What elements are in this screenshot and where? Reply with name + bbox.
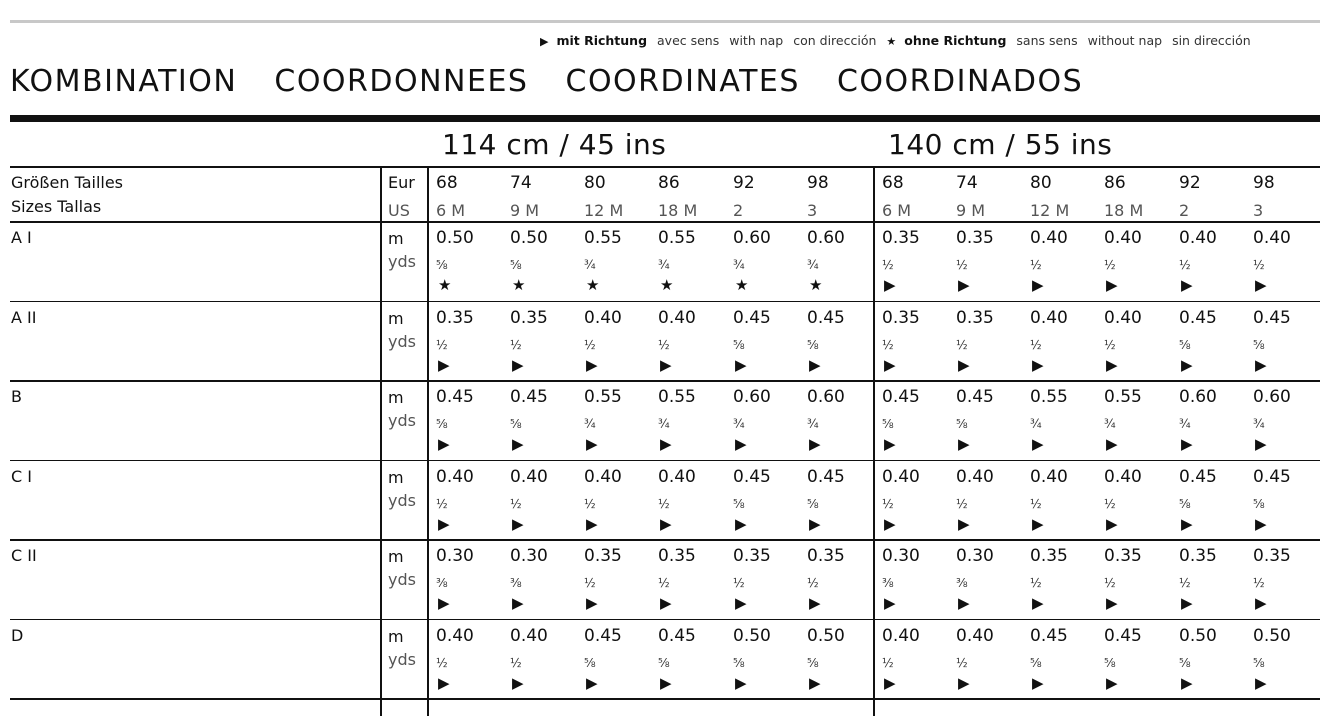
yards-fraction: ⅝	[584, 655, 596, 670]
with-nap-arrow-icon: ▶	[958, 514, 970, 533]
yards-fraction: ⅜	[882, 576, 894, 590]
yards-fraction: ⅜	[436, 576, 448, 590]
meters-value: 0.55	[1030, 387, 1068, 407]
legend-without-nap-es: sin dirección	[1172, 33, 1251, 48]
yards-fraction: ½	[956, 496, 968, 511]
meters-value: 0.55	[658, 228, 696, 248]
yards-fraction: ½	[882, 655, 894, 670]
with-nap-arrow-icon: ▶	[512, 673, 524, 692]
yards-fraction: ⅝	[436, 417, 448, 431]
meters-value: 0.40	[956, 625, 994, 646]
meters-value: 0.45	[1030, 625, 1068, 646]
with-nap-arrow-icon: ▶	[1106, 355, 1118, 374]
with-nap-arrow-icon: ▶	[660, 435, 672, 453]
yards-fraction: ½	[436, 337, 448, 352]
meters-value: 0.45	[584, 625, 622, 646]
yards-fraction: ½	[1179, 576, 1191, 590]
with-nap-arrow-icon: ▶	[1181, 355, 1193, 374]
with-nap-arrow-icon: ▶	[958, 435, 970, 453]
meters-value: 0.45	[1179, 307, 1217, 328]
with-nap-arrow-icon: ▶	[1181, 514, 1193, 533]
yards-fraction: ½	[1179, 258, 1191, 272]
yards-fraction: ⅝	[510, 417, 522, 431]
row-bottom-rule	[10, 698, 1320, 700]
with-nap-arrow-icon: ▶	[512, 594, 524, 612]
header-us-size: 12 M	[1030, 201, 1070, 220]
yards-fraction: ½	[1253, 258, 1265, 272]
header-eur-size: 74	[956, 173, 978, 193]
nap-legend	[540, 33, 1257, 48]
header-unit-us: US	[388, 201, 410, 220]
yards-fraction: ½	[584, 337, 596, 352]
with-nap-arrow-icon: ▶	[884, 514, 896, 533]
meters-value: 0.40	[1104, 307, 1142, 328]
header-unit-eur: Eur	[388, 173, 415, 192]
yards-fraction: ½	[733, 576, 745, 590]
yards-fraction: ⅝	[658, 655, 670, 670]
meters-value: 0.40	[584, 466, 622, 487]
with-nap-arrow-icon: ▶	[1106, 514, 1118, 533]
meters-value: 0.55	[658, 387, 696, 407]
meters-value: 0.50	[510, 228, 548, 248]
with-nap-arrow-icon: ▶	[1255, 514, 1267, 533]
meters-value: 0.30	[436, 546, 474, 566]
meters-value: 0.40	[956, 466, 994, 487]
with-nap-arrow-icon: ▶	[958, 355, 970, 374]
header-eur-size: 74	[510, 173, 532, 193]
meters-value: 0.35	[1179, 546, 1217, 566]
without-nap-marker-icon: ★	[886, 35, 897, 48]
meters-value: 0.45	[510, 387, 548, 407]
yards-fraction: ¾	[807, 417, 819, 431]
with-nap-arrow-icon: ▶	[586, 594, 598, 612]
yards-fraction: ¾	[1030, 417, 1042, 431]
meters-value: 0.50	[733, 625, 771, 646]
meters-value: 0.50	[1253, 625, 1291, 646]
meters-value: 0.55	[584, 228, 622, 248]
header-us-size: 18 M	[658, 201, 698, 220]
with-nap-arrow-icon: ▶	[735, 435, 747, 453]
with-nap-arrow-icon: ▶	[1106, 435, 1118, 453]
legend-with-nap-fr: avec sens	[657, 33, 720, 48]
header-eur-size: 92	[733, 173, 755, 193]
yards-fraction: ½	[1104, 337, 1116, 352]
header-eur-size: 98	[1253, 173, 1275, 193]
with-nap-arrow-icon: ▶	[660, 355, 672, 374]
with-nap-arrow-icon: ▶	[586, 355, 598, 374]
meters-value: 0.60	[733, 387, 771, 407]
meters-value: 0.45	[1104, 625, 1142, 646]
yards-fraction: ⅜	[956, 576, 968, 590]
legend-with-nap-en: with nap	[729, 33, 784, 48]
with-nap-arrow-icon: ▶	[809, 435, 821, 453]
header-eur-size: 86	[1104, 173, 1126, 193]
with-nap-arrow-icon: ▶	[1255, 435, 1267, 453]
header-us-size: 6 M	[436, 201, 466, 220]
meters-value: 0.35	[882, 307, 920, 328]
yards-fraction: ⅝	[1253, 655, 1265, 670]
meters-value: 0.60	[807, 228, 845, 248]
yards-fraction: ¾	[584, 417, 596, 431]
with-nap-arrow-icon: ▶	[735, 355, 747, 374]
with-nap-arrow-icon: ▶	[1181, 673, 1193, 692]
yards-fraction: ⅝	[1030, 655, 1042, 670]
yards-fraction: ⅝	[1253, 337, 1265, 352]
yards-fraction: ½	[1030, 337, 1042, 352]
without-nap-star-icon: ★	[660, 276, 674, 294]
meters-value: 0.40	[882, 466, 920, 487]
with-nap-arrow-icon: ▶	[1106, 594, 1118, 612]
meters-value: 0.60	[733, 228, 771, 248]
yards-fraction: ¾	[584, 258, 596, 272]
yards-fraction: ¾	[658, 417, 670, 431]
yards-fraction: ⅝	[1253, 496, 1265, 511]
row-unit-yds: yds	[388, 252, 416, 271]
header-eur-size: 92	[1179, 173, 1201, 193]
with-nap-arrow-icon: ▶	[1181, 594, 1193, 612]
with-nap-arrow-icon: ▶	[660, 673, 672, 692]
yards-fraction: ⅝	[956, 417, 968, 431]
column-divider	[380, 166, 382, 716]
header-us-size: 2	[733, 201, 744, 220]
meters-value: 0.30	[882, 546, 920, 566]
with-nap-arrow-icon: ▶	[586, 435, 598, 453]
with-nap-arrow-icon: ▶	[660, 594, 672, 612]
row-unit-m: m	[388, 388, 404, 407]
yards-fraction: ⅝	[1179, 496, 1191, 511]
row-bottom-rule	[10, 539, 1320, 541]
meters-value: 0.45	[658, 625, 696, 646]
meters-value: 0.55	[584, 387, 622, 407]
yards-fraction: ⅝	[733, 496, 745, 511]
meters-value: 0.45	[1253, 466, 1291, 487]
meters-value: 0.40	[882, 625, 920, 646]
with-nap-arrow-icon: ▶	[735, 594, 747, 612]
yards-fraction: ⅝	[733, 655, 745, 670]
title-divider	[10, 115, 1320, 122]
meters-value: 0.40	[658, 466, 696, 487]
row-label: C I	[11, 466, 32, 486]
row-unit-yds: yds	[388, 570, 416, 589]
header-top-rule	[10, 166, 1320, 168]
with-nap-arrow-icon: ▶	[1032, 673, 1044, 692]
yards-fraction: ½	[510, 496, 522, 511]
with-nap-arrow-icon: ▶	[884, 673, 896, 692]
header-us-size: 3	[1253, 201, 1264, 220]
meters-value: 0.35	[584, 546, 622, 566]
yards-fraction: ½	[658, 337, 670, 352]
row-unit-m: m	[388, 308, 404, 328]
header-us-size: 18 M	[1104, 201, 1144, 220]
header-us-size: 9 M	[510, 201, 540, 220]
meters-value: 0.40	[1030, 466, 1068, 487]
meters-value: 0.35	[733, 546, 771, 566]
meters-value: 0.45	[807, 466, 845, 487]
yards-fraction: ⅝	[807, 337, 819, 352]
with-nap-arrow-icon: ▶	[958, 594, 970, 612]
yards-fraction: ½	[436, 655, 448, 670]
yards-fraction: ¾	[733, 417, 745, 431]
with-nap-arrow-icon: ▶	[1032, 514, 1044, 533]
without-nap-star-icon: ★	[512, 276, 526, 294]
with-nap-arrow-icon: ▶	[586, 514, 598, 533]
with-nap-arrow-icon: ▶	[1032, 594, 1044, 612]
with-nap-arrow-icon: ▶	[884, 435, 896, 453]
yards-fraction: ⅝	[882, 417, 894, 431]
yards-fraction: ½	[1104, 576, 1116, 590]
header-eur-size: 68	[436, 173, 458, 193]
without-nap-star-icon: ★	[735, 276, 749, 294]
yards-fraction: ¾	[1253, 417, 1265, 431]
meters-value: 0.40	[1104, 228, 1142, 248]
row-label: A I	[11, 228, 32, 247]
row-bottom-rule	[10, 619, 1320, 621]
with-nap-arrow-icon: ▶	[1106, 673, 1118, 692]
yards-fraction: ½	[1030, 576, 1042, 590]
with-nap-arrow-icon: ▶	[884, 594, 896, 612]
page-title	[10, 64, 1109, 99]
meters-value: 0.35	[956, 307, 994, 328]
meters-value: 0.35	[1030, 546, 1068, 566]
with-nap-arrow-icon: ▶	[660, 514, 672, 533]
yards-fraction: ¾	[1104, 417, 1116, 431]
with-nap-arrow-icon: ▶	[586, 673, 598, 692]
row-unit-m: m	[388, 626, 404, 646]
meters-value: 0.35	[882, 228, 920, 248]
yards-fraction: ½	[510, 655, 522, 670]
meters-value: 0.40	[1030, 307, 1068, 328]
yards-fraction: ½	[1030, 496, 1042, 511]
yards-fraction: ½	[1104, 258, 1116, 272]
meters-value: 0.60	[807, 387, 845, 407]
row-unit-m: m	[388, 229, 404, 248]
meters-value: 0.35	[1104, 546, 1142, 566]
title-de: KOMBINATION	[10, 64, 238, 99]
with-nap-arrow-icon: ▶	[512, 355, 524, 374]
legend-without-nap-de: ohne Richtung	[904, 33, 1007, 48]
meters-value: 0.35	[436, 307, 474, 328]
with-nap-arrow-icon: ▶	[1255, 594, 1267, 612]
meters-value: 0.55	[1104, 387, 1142, 407]
with-nap-arrow-icon: ▶	[1032, 276, 1044, 294]
meters-value: 0.35	[510, 307, 548, 328]
legend-with-nap-es: con dirección	[793, 33, 877, 48]
meters-value: 0.50	[807, 625, 845, 646]
yards-fraction: ⅝	[436, 258, 448, 272]
header-us-size: 2	[1179, 201, 1190, 220]
header-label-sizes-en-es: Sizes Tallas	[11, 197, 102, 216]
legend-with-nap-de: mit Richtung	[556, 33, 648, 48]
row-bottom-rule	[10, 460, 1320, 462]
yards-fraction: ¾	[1179, 417, 1191, 431]
top-rule	[10, 20, 1320, 23]
yards-fraction: ¾	[807, 258, 819, 272]
header-us-size: 6 M	[882, 201, 912, 220]
yards-fraction: ⅝	[1179, 655, 1191, 670]
yards-fraction: ½	[584, 496, 596, 511]
with-nap-arrow-icon: ▶	[438, 435, 450, 453]
row-unit-yds: yds	[388, 411, 416, 430]
title-es: COORDINADOS	[836, 64, 1084, 99]
meters-value: 0.45	[1253, 307, 1291, 328]
meters-value: 0.40	[658, 307, 696, 328]
column-divider	[873, 166, 875, 716]
title-en: COORDINATES	[565, 64, 800, 99]
header-eur-size: 86	[658, 173, 680, 193]
with-nap-arrow-icon: ▶	[1255, 355, 1267, 374]
yards-fraction: ½	[584, 576, 596, 590]
yards-fraction: ½	[1253, 576, 1265, 590]
with-nap-arrow-icon: ▶	[735, 673, 747, 692]
meters-value: 0.30	[956, 546, 994, 566]
yards-fraction: ½	[658, 496, 670, 511]
without-nap-star-icon: ★	[586, 276, 600, 294]
with-nap-arrow-icon: ▶	[884, 276, 896, 294]
yards-fraction: ⅝	[510, 258, 522, 272]
with-nap-arrow-icon: ▶	[438, 514, 450, 533]
with-nap-arrow-icon: ▶	[438, 673, 450, 692]
header-eur-size: 80	[1030, 173, 1052, 193]
without-nap-star-icon: ★	[438, 276, 452, 294]
meters-value: 0.45	[436, 387, 474, 407]
with-nap-arrow-icon: ▶	[1181, 276, 1193, 294]
row-unit-yds: yds	[388, 490, 416, 510]
with-nap-marker-icon: ▶	[540, 35, 549, 48]
row-bottom-rule	[10, 301, 1320, 303]
meters-value: 0.35	[658, 546, 696, 566]
yards-fraction: ½	[882, 337, 894, 352]
with-nap-arrow-icon: ▶	[809, 355, 821, 374]
meters-value: 0.60	[1253, 387, 1291, 407]
yards-fraction: ½	[510, 337, 522, 352]
meters-value: 0.50	[1179, 625, 1217, 646]
header-label-sizes-de-fr: Größen Tailles	[11, 173, 124, 192]
meters-value: 0.40	[1030, 228, 1068, 248]
yards-fraction: ⅝	[1104, 655, 1116, 670]
header-us-size: 9 M	[956, 201, 986, 220]
meters-value: 0.35	[1253, 546, 1291, 566]
with-nap-arrow-icon: ▶	[1106, 276, 1118, 294]
meters-value: 0.40	[510, 625, 548, 646]
with-nap-arrow-icon: ▶	[809, 673, 821, 692]
meters-value: 0.45	[956, 387, 994, 407]
meters-value: 0.45	[1179, 466, 1217, 487]
yards-fraction: ⅝	[807, 496, 819, 511]
yards-fraction: ½	[658, 576, 670, 590]
yards-fraction: ⅝	[733, 337, 745, 352]
row-label: B	[11, 387, 22, 406]
row-label: C II	[11, 546, 37, 565]
column-divider	[427, 166, 429, 716]
yards-fraction: ⅜	[510, 576, 522, 590]
yards-fraction: ⅝	[1179, 337, 1191, 352]
with-nap-arrow-icon: ▶	[512, 435, 524, 453]
with-nap-arrow-icon: ▶	[958, 276, 970, 294]
with-nap-arrow-icon: ▶	[1032, 435, 1044, 453]
without-nap-star-icon: ★	[809, 276, 823, 294]
with-nap-arrow-icon: ▶	[809, 594, 821, 612]
yards-fraction: ½	[436, 496, 448, 511]
row-label: A II	[11, 307, 37, 327]
meters-value: 0.35	[807, 546, 845, 566]
with-nap-arrow-icon: ▶	[438, 355, 450, 374]
row-unit-yds: yds	[388, 649, 416, 669]
meters-value: 0.40	[436, 466, 474, 487]
with-nap-arrow-icon: ▶	[735, 514, 747, 533]
with-nap-arrow-icon: ▶	[438, 594, 450, 612]
yards-fraction: ½	[956, 258, 968, 272]
row-unit-yds: yds	[388, 331, 416, 351]
meters-value: 0.40	[510, 466, 548, 487]
with-nap-arrow-icon: ▶	[958, 673, 970, 692]
yards-fraction: ½	[1030, 258, 1042, 272]
meters-value: 0.40	[1104, 466, 1142, 487]
header-eur-size: 98	[807, 173, 829, 193]
yards-fraction: ½	[807, 576, 819, 590]
with-nap-arrow-icon: ▶	[1181, 435, 1193, 453]
meters-value: 0.40	[1179, 228, 1217, 248]
meters-value: 0.40	[584, 307, 622, 328]
yards-fraction: ½	[956, 655, 968, 670]
yards-fraction: ⅝	[807, 655, 819, 670]
header-eur-size: 68	[882, 173, 904, 193]
meters-value: 0.50	[436, 228, 474, 248]
header-bottom-rule	[10, 221, 1320, 223]
meters-value: 0.40	[1253, 228, 1291, 248]
yards-fraction: ½	[956, 337, 968, 352]
with-nap-arrow-icon: ▶	[809, 514, 821, 533]
with-nap-arrow-icon: ▶	[1032, 355, 1044, 374]
yards-fraction: ½	[882, 496, 894, 511]
legend-without-nap-fr: sans sens	[1016, 33, 1078, 48]
legend-without-nap-en: without nap	[1087, 33, 1163, 48]
meters-value: 0.45	[807, 307, 845, 328]
meters-value: 0.45	[733, 466, 771, 487]
meters-value: 0.30	[510, 546, 548, 566]
meters-value: 0.40	[436, 625, 474, 646]
meters-value: 0.45	[882, 387, 920, 407]
with-nap-arrow-icon: ▶	[1255, 673, 1267, 692]
yards-fraction: ¾	[658, 258, 670, 272]
yards-fraction: ½	[1104, 496, 1116, 511]
yards-fraction: ¾	[733, 258, 745, 272]
row-unit-m: m	[388, 467, 404, 487]
title-fr: COORDONNEES	[274, 64, 529, 99]
header-us-size: 12 M	[584, 201, 624, 220]
row-bottom-rule	[10, 380, 1320, 382]
header-eur-size: 80	[584, 173, 606, 193]
header-us-size: 3	[807, 201, 818, 220]
meters-value: 0.45	[733, 307, 771, 328]
row-unit-m: m	[388, 547, 404, 566]
meters-value: 0.60	[1179, 387, 1217, 407]
with-nap-arrow-icon: ▶	[884, 355, 896, 374]
row-label: D	[11, 625, 24, 645]
fabric-width-140: 140 cm / 55 ins	[888, 128, 1113, 161]
yards-fraction: ½	[882, 258, 894, 272]
meters-value: 0.35	[956, 228, 994, 248]
with-nap-arrow-icon: ▶	[1255, 276, 1267, 294]
with-nap-arrow-icon: ▶	[512, 514, 524, 533]
fabric-width-114: 114 cm / 45 ins	[442, 128, 667, 161]
